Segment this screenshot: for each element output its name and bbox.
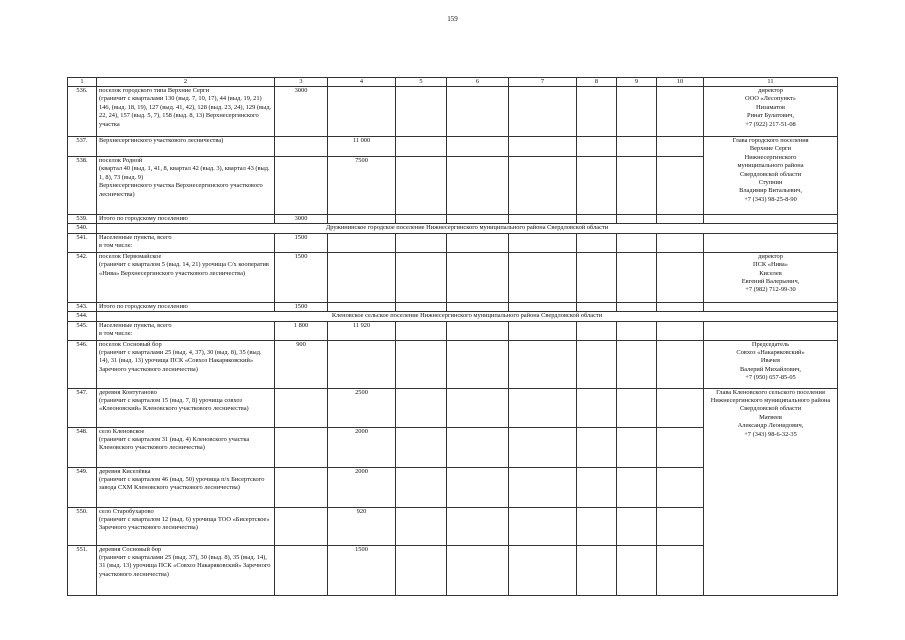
table-row [68,388,838,427]
cell [577,427,617,467]
cell [509,302,577,311]
row-number: 536. [68,87,97,137]
column-number-row [68,78,838,87]
cell [275,467,328,507]
cell [396,252,447,302]
cell [275,545,328,595]
cell [509,87,577,137]
cell [509,507,577,545]
value-col4: 7500 [328,157,396,215]
value-col4: 2000 [328,427,396,467]
cell [577,321,617,340]
value-col4: 11 920 [328,321,396,340]
cell [396,137,447,157]
row-number: 539. [68,215,97,224]
cell [447,87,509,137]
cell [396,215,447,224]
cell [657,321,704,340]
settlement-name: Населенные пункты, всего в том числе: [97,233,275,252]
value-col3: 1500 [275,302,328,311]
cell [509,427,577,467]
cell [447,388,509,427]
cell [657,302,704,311]
settlement-name: Верхнесергинского участкового лесничества) [97,137,275,157]
cell [396,507,447,545]
row-number: 546. [68,340,97,388]
row-number: 537. [68,137,97,157]
cell [275,427,328,467]
cell [657,388,704,427]
cell [447,321,509,340]
cell [447,137,509,157]
settlement-name: поселок городского типа Верхние Серги (граничит с кварталами 130 (выд. 7, 10, 17), 44 (выд. 19, 21) 146, (выд. 18, 19), 127 (выд. 41, 42), 128 (выд. 23, 24), 129 (выд. 22, 24), 157 (выд. 5, 7), 158 (выд. 8, 13) Верхнесергинского участка [97,87,275,137]
cell [617,467,657,507]
cell [396,467,447,507]
cell [617,215,657,224]
row-number: 540. [68,224,97,233]
settlement-name: Итого по городскому поселению [97,215,275,224]
table-row [68,87,838,137]
cell [447,340,509,388]
settlement-name: поселок Первомайское (граничит с кварталом 5 (выд. 14, 21) урочища С/х кооператив «Нива» Верхнесергинского участкового лесничества) [97,252,275,302]
column-header: 6 [447,78,509,87]
settlement-name: Населенные пункты, всего в том числе: [97,321,275,340]
cell [328,302,396,311]
table-row [68,252,838,302]
table-row [68,302,838,311]
section-title: Дружининское городское поселение Нижнесергинского муниципального района Свердловской области [97,224,838,233]
cell [447,427,509,467]
cell [396,388,447,427]
cell [657,215,704,224]
column-header: 10 [657,78,704,87]
value-col3: 900 [275,340,328,388]
cell [704,321,838,340]
column-header: 8 [577,78,617,87]
column-header: 5 [396,78,447,87]
cell [396,233,447,252]
settlement-name: поселок Родной (квартал 40 (выд. 1, 41, 8, квартал 42 (выд. 3), квартал 43 (выд. 1, 8), 73 (выд. 9) Верхнесергинского участка Верхнесергинского участкового лесничества) [97,157,275,215]
cell [509,157,577,215]
cell [617,507,657,545]
cell [396,87,447,137]
settlement-name: Итого по городскому поселению [97,302,275,311]
cell [509,252,577,302]
cell [577,137,617,157]
cell [328,252,396,302]
cell [328,340,396,388]
cell [704,215,838,224]
section-title: Кленовское сельское поселение Нижнесергинского муниципального района Свердловской области [97,312,838,321]
cell [577,157,617,215]
cell [447,157,509,215]
cell [617,252,657,302]
cell [704,233,838,252]
cell [396,321,447,340]
cell [447,215,509,224]
cell [577,252,617,302]
value-col3: 1500 [275,252,328,302]
value-col3: 1500 [275,233,328,252]
cell [704,302,838,311]
settlements-table [67,77,838,596]
cell [657,87,704,137]
cell [657,252,704,302]
table-row [68,340,838,388]
cell [447,252,509,302]
value-col3: 1 800 [275,321,328,340]
cell [509,467,577,507]
column-header: 11 [704,78,838,87]
value-col4: 11 000 [328,137,396,157]
column-header: 7 [509,78,577,87]
responsible-contact: Председатель Совхоз «Накаряковский» Ивачев Валерий Михайлович, +7 (950) 657-85-05 [704,340,838,388]
responsible-contact: директор ПСК «Нива» Киселев Евгений Валерьевич, +7 (982) 712-99-30 [704,252,838,302]
cell [509,215,577,224]
column-header: 1 [68,78,97,87]
cell [617,87,657,137]
cell [617,545,657,595]
value-col3: 3000 [275,215,328,224]
row-number: 547. [68,388,97,427]
value-col3 [275,137,328,157]
settlement-name: деревня Сосновый бор (граничит с кварталами 25 (выд. 37), 30 (выд. 8), 35 (выд. 14), 31 (выд. 13) урочища ПСК «Совхоз Накаряковский» Заречного участкового лесничества) [97,545,275,595]
table-row [68,321,838,340]
cell [657,340,704,388]
row-number: 542. [68,252,97,302]
cell [509,388,577,427]
value-col3: 3000 [275,87,328,137]
value-col4: 2000 [328,467,396,507]
column-header: 2 [97,78,275,87]
section-row [68,224,838,233]
cell [396,157,447,215]
cell [657,233,704,252]
settlement-name: деревня Контуганово (граничит с кварталом 15 (выд. 7, 8) урочища совхоз «Клеоновский» Кленовского участкового лесничества) [97,388,275,427]
cell [577,233,617,252]
cell [617,388,657,427]
column-header: 4 [328,78,396,87]
cell [617,427,657,467]
cell [447,302,509,311]
cell [509,137,577,157]
cell [577,467,617,507]
cell [509,545,577,595]
cell [617,157,657,215]
row-number: 543. [68,302,97,311]
value-col4 [328,87,396,137]
table-row [68,215,838,224]
cell [657,545,704,595]
cell [617,302,657,311]
row-number: 551. [68,545,97,595]
row-number: 538. [68,157,97,215]
value-col4: 2500 [328,388,396,427]
table-row [68,233,838,252]
value-col4: 1500 [328,545,396,595]
cell [577,302,617,311]
cell [447,507,509,545]
settlement-name: деревня Киселёвка (граничит с кварталом 46 (выд. 50) урочища п/х Бисертского завода СХМ Кленовского участкового лесничества) [97,467,275,507]
cell [509,233,577,252]
cell [328,215,396,224]
cell [328,233,396,252]
cell [275,507,328,545]
responsible-contact: директор ООО «Лесопункт» Низаматов Ринат Булатович, +7 (922) 217-51-08 [704,87,838,137]
value-col3 [275,157,328,215]
column-header: 3 [275,78,328,87]
row-number: 544. [68,312,97,321]
cell [275,388,328,427]
settlement-name: село Кленовское (граничит с кварталом 31 (выд. 4) Кленовского участка Кленовского участкового лесничества) [97,427,275,467]
cell [396,427,447,467]
cell [617,233,657,252]
row-number: 549. [68,467,97,507]
cell [577,507,617,545]
row-number: 541. [68,233,97,252]
cell [396,302,447,311]
cell [617,321,657,340]
cell [617,340,657,388]
cell [657,507,704,545]
cell [657,467,704,507]
cell [657,427,704,467]
value-col4: 920 [328,507,396,545]
cell [396,545,447,595]
row-number: 545. [68,321,97,340]
responsible-contact: Глава городского поселения Верхние Серги Нижнесергинского муниципального района Свердловской области Ступнин Владимир Витальевич, +7 (343) 98-25-8-90 [704,137,838,215]
cell [577,545,617,595]
settlement-name: поселок Сосновый бор (граничит с кварталами 25 (выд. 4, 37), 30 (выд. 8), 35 (выд. 14), 31 (выд. 13) урочища ПСК «Совхоз Накаряковский» Заречного участкового лесничества) [97,340,275,388]
cell [447,467,509,507]
cell [657,157,704,215]
section-row [68,312,838,321]
cell [617,137,657,157]
page-number: 159 [447,15,458,23]
cell [577,388,617,427]
row-number: 550. [68,507,97,545]
responsible-contact: Глава Кленовского сельского поселения Нижнесергинского муниципального района Свердловской области Матвеев Александр Леонидович, +7 (343) 98-6-32-35 [704,388,838,595]
row-number: 548. [68,427,97,467]
cell [577,340,617,388]
table-row [68,137,838,157]
cell [509,340,577,388]
cell [509,321,577,340]
cell [577,215,617,224]
cell [447,545,509,595]
cell [447,233,509,252]
cell [577,87,617,137]
cell [396,340,447,388]
cell [657,137,704,157]
column-header: 9 [617,78,657,87]
settlement-name: село Старобухарово (граничит с кварталом 12 (выд. 6) урочища ТОО «Бисертское» Заречного участкового лесничества) [97,507,275,545]
